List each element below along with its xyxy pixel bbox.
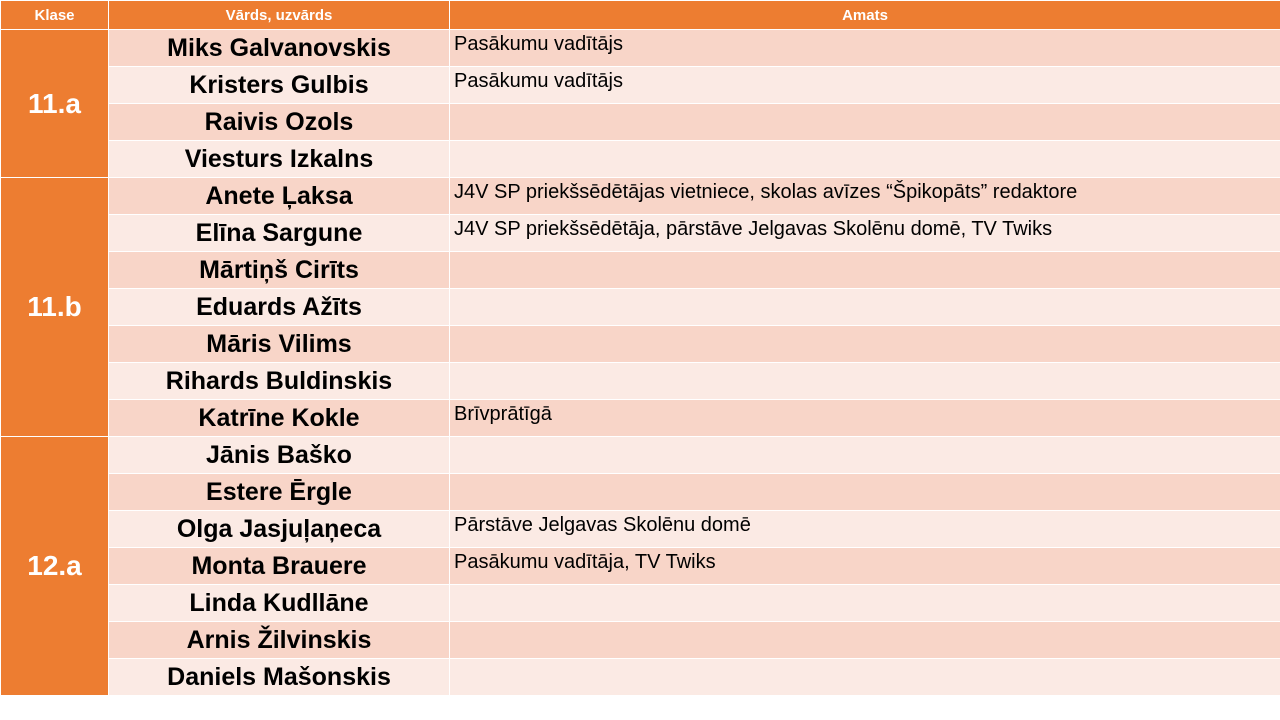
student-role <box>450 141 1280 178</box>
student-name: Linda Kudllāne <box>109 585 450 622</box>
table-row <box>1 474 1280 511</box>
student-role <box>450 363 1280 400</box>
table-row <box>1 104 1280 141</box>
header-vards: Vārds, uzvārds <box>109 1 450 30</box>
student-name: Jānis Baško <box>109 437 450 474</box>
student-name: Viesturs Izkalns <box>109 141 450 178</box>
table-row <box>1 289 1280 326</box>
table-row <box>1 141 1280 178</box>
class-cell: 11.b <box>1 178 109 437</box>
student-role <box>450 289 1280 326</box>
header-row <box>1 1 1280 30</box>
student-name: Olga Jasjuļaņeca <box>109 511 450 548</box>
table-row <box>1 326 1280 363</box>
student-name: Katrīne Kokle <box>109 400 450 437</box>
table-row <box>1 437 1280 474</box>
student-role: Pasākumu vadītājs <box>450 67 1280 104</box>
table-body <box>1 30 1280 696</box>
student-role: Pārstāve Jelgavas Skolēnu domē <box>450 511 1280 548</box>
student-role <box>450 104 1280 141</box>
table-row <box>1 400 1280 437</box>
student-name: Elīna Sargune <box>109 215 450 252</box>
student-name: Daniels Mašonskis <box>109 659 450 696</box>
table-row <box>1 511 1280 548</box>
student-role <box>450 474 1280 511</box>
student-role: J4V SP priekšsēdētāja, pārstāve Jelgavas Skolēnu domē, TV Twiks <box>450 215 1280 252</box>
table-row <box>1 67 1280 104</box>
table-row <box>1 363 1280 400</box>
student-role <box>450 437 1280 474</box>
student-name: Mārtiņš Cirīts <box>109 252 450 289</box>
student-role <box>450 622 1280 659</box>
student-name: Anete Ļaksa <box>109 178 450 215</box>
student-role: J4V SP priekšsēdētājas vietniece, skolas avīzes “Špikopāts” redaktore <box>450 178 1280 215</box>
student-name: Māris Vilims <box>109 326 450 363</box>
table-row <box>1 252 1280 289</box>
student-role <box>450 585 1280 622</box>
student-role: Brīvprātīgā <box>450 400 1280 437</box>
table-row <box>1 178 1280 215</box>
student-name: Estere Ērgle <box>109 474 450 511</box>
header-klase: Klase <box>1 1 109 30</box>
table-row <box>1 585 1280 622</box>
table-row <box>1 659 1280 696</box>
student-role <box>450 659 1280 696</box>
table-row <box>1 622 1280 659</box>
student-role: Pasākumu vadītājs <box>450 30 1280 67</box>
student-name: Monta Brauere <box>109 548 450 585</box>
student-name: Eduards Ažīts <box>109 289 450 326</box>
student-role: Pasākumu vadītāja, TV Twiks <box>450 548 1280 585</box>
class-cell: 12.a <box>1 437 109 696</box>
table-row <box>1 215 1280 252</box>
student-name: Arnis Žilvinskis <box>109 622 450 659</box>
table-row <box>1 548 1280 585</box>
student-role <box>450 252 1280 289</box>
student-name: Rihards Buldinskis <box>109 363 450 400</box>
header-amats: Amats <box>450 1 1280 30</box>
student-role <box>450 326 1280 363</box>
student-name: Kristers Gulbis <box>109 67 450 104</box>
table-row <box>1 30 1280 67</box>
student-name: Raivis Ozols <box>109 104 450 141</box>
class-cell: 11.a <box>1 30 109 178</box>
student-name: Miks Galvanovskis <box>109 30 450 67</box>
